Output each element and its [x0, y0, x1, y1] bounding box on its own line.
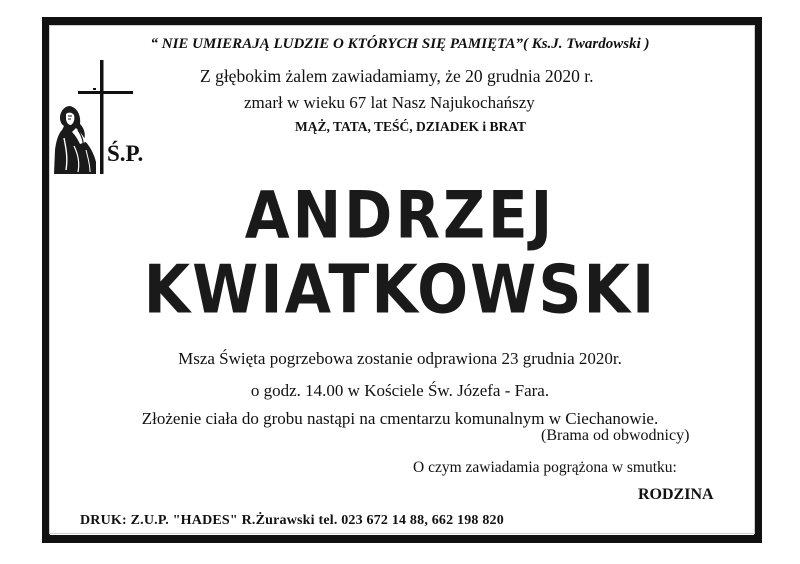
memorial-quote: “ NIE UMIERAJĄ LUDZIE O KTÓRYCH SIĘ PAMIĘTA”( Ks.J. Twardowski )	[150, 36, 650, 52]
deceased-last-name: KWIATKOWSKI	[143, 251, 657, 330]
family-signature: RODZINA	[638, 486, 714, 503]
funeral-time-place-line: o godz. 14.00 w Kościele Św. Józefa - Fara.	[250, 381, 550, 400]
prefix-sp: Ś.P.	[107, 141, 144, 166]
funeral-mass-line: Msza Święta pogrzebowa zostanie odprawiona 23 grudnia 2020r.	[178, 349, 622, 368]
deceased-first-name: ANDRZEJ	[244, 177, 556, 254]
announcement-line-date: Z głębokim żalem zawiadamiamy, że 20 grudnia 2020 r.	[200, 66, 594, 86]
announcement-line-relations: MĄŻ, TATA, TEŚĆ, DZIADEK i BRAT	[295, 119, 527, 134]
printer-footer: DRUK: Z.U.P. "HADES" R.Żurawski tel. 023 672 14 88, 662 198 820	[80, 513, 504, 528]
announcement-line-age: zmarł w wieku 67 lat Nasz Najukochańszy	[244, 93, 535, 112]
closing-line: O czym zawiadamia pogrążona w smutku:	[413, 459, 677, 476]
gate-note: (Brama od obwodnicy)	[541, 427, 690, 444]
burial-line: Złożenie ciała do grobu nastąpi na cmentarzu komunalnym w Ciechanowie.	[141, 409, 659, 428]
